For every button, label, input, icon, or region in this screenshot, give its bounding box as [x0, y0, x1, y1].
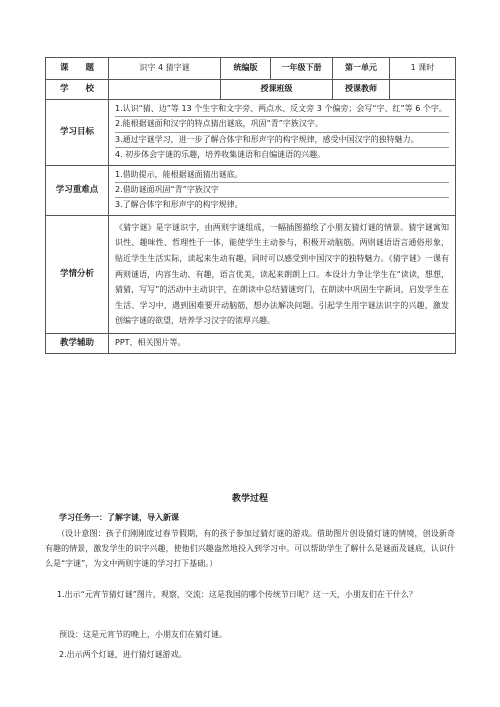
keypoint-item: 1.借助提示，能根据谜面猜出谜底。 [115, 169, 243, 179]
teacher-label: 授课教师 [333, 80, 390, 100]
lesson-info-table [45, 57, 456, 354]
school-value [109, 80, 221, 100]
aids-label: 教学辅助 [46, 333, 109, 353]
keypoints-label: 学习重难点 [46, 165, 109, 215]
hours: 1 课时 [390, 58, 456, 80]
teacher-value [390, 80, 456, 100]
keypoint-item: 3.了解合体字和形声字的构字规律。 [115, 197, 449, 212]
step-2: 2.出示两个灯谜，进行猜灯谜游戏。 [59, 650, 187, 659]
analysis-content [109, 215, 456, 333]
class-label: 授课班级 [221, 80, 333, 100]
analysis-label: 学情分析 [46, 215, 109, 333]
header-row [46, 58, 456, 80]
school-label: 学 校 [46, 80, 109, 100]
preset-answer: 预设：这是元宵节的晚上，小朋友们在猜灯谜。 [59, 630, 227, 639]
analysis-text: 《猜字谜》是字谜识字，由两则字谜组成，一幅插图描绘了小朋友猜灯谜的情景。猜字谜寓知识性、趣味性、哲理性于一体，能使学生主动参与，积极开动脑筋。两则谜语语言通俗形象，贴近学生生活实际，读起来生动有趣，同时可以感受到中国汉字的独特魅力。《猜字谜》一课有两则谜语，内容生动、有趣，语言优美，读起来朗朗上口。本设计力争让学生在“读读，想想，猜猜，写写”的活动中主动识字，在朗读中总结猜谜窍门，在朗读中巩固生字新词，启发学生在生活、学习中，遇到困难要开动脑筋，想办法解决问题。引起学生用字谜法识字的兴趣，激发创编字谜的欲望，培养学习汉字的浓厚兴趣。 [115, 222, 449, 326]
design-intent: （设计意图：孩子们刚刚度过春节假期，有的孩子参加过猜灯谜的游戏。借助图片创设猜灯谜的情境，创设新奇有趣的情景，激发学生的识字兴趣，使他们兴趣盎然地投入到学习中。可以帮助学生了解什么是谜面及谜底，认识什么是“字谜”，为文中两则字谜的学习打下基础。） [45, 529, 455, 568]
objective-item: 4. 初步体会字谜的乐趣，培养收集谜语和自编谜语的兴趣。 [115, 147, 449, 162]
edition: 统编版 [221, 58, 271, 80]
objectives-content [109, 100, 456, 166]
objective-item: 1.认识“猜、边”等 13 个生字和文字旁、两点水、反文旁 3 个偏旁；会写“字、红”等 6 个字。 [115, 104, 447, 113]
aids-text: PPT、相关图片等。 [109, 333, 456, 353]
step-1: 1.出示“元宵节猜灯谜”图片，观察，交流：这是我国的哪个传统节日呢？这一天，小朋友们在干什么？ [57, 590, 417, 599]
aids-row [46, 333, 456, 353]
keypoints-content [109, 165, 456, 215]
keypoint-item: 2.借助谜面巩固“青”字族汉字 [115, 182, 449, 197]
grade: 一年级下册 [271, 58, 333, 80]
keypoints-row [46, 165, 456, 215]
objectives-label: 学习目标 [46, 100, 109, 166]
objective-item: 3.通过字谜学习，进一步了解合体字和形声字的构字规律，感受中国汉字的独特魅力。 [115, 132, 449, 147]
course-title: 识字 4 猜字谜 [109, 58, 221, 80]
task-heading: 学习任务一：了解字谜，导入新课 [59, 513, 179, 522]
analysis-row [46, 215, 456, 333]
course-label: 课 题 [46, 58, 109, 80]
unit: 第一单元 [333, 58, 390, 80]
objective-item: 2.能根据谜面和汉字的特点猜出谜底，巩固“青”字族汉字。 [115, 116, 449, 131]
school-row [46, 80, 456, 100]
objectives-row [46, 100, 456, 166]
process-title: 教学过程 [231, 494, 268, 504]
